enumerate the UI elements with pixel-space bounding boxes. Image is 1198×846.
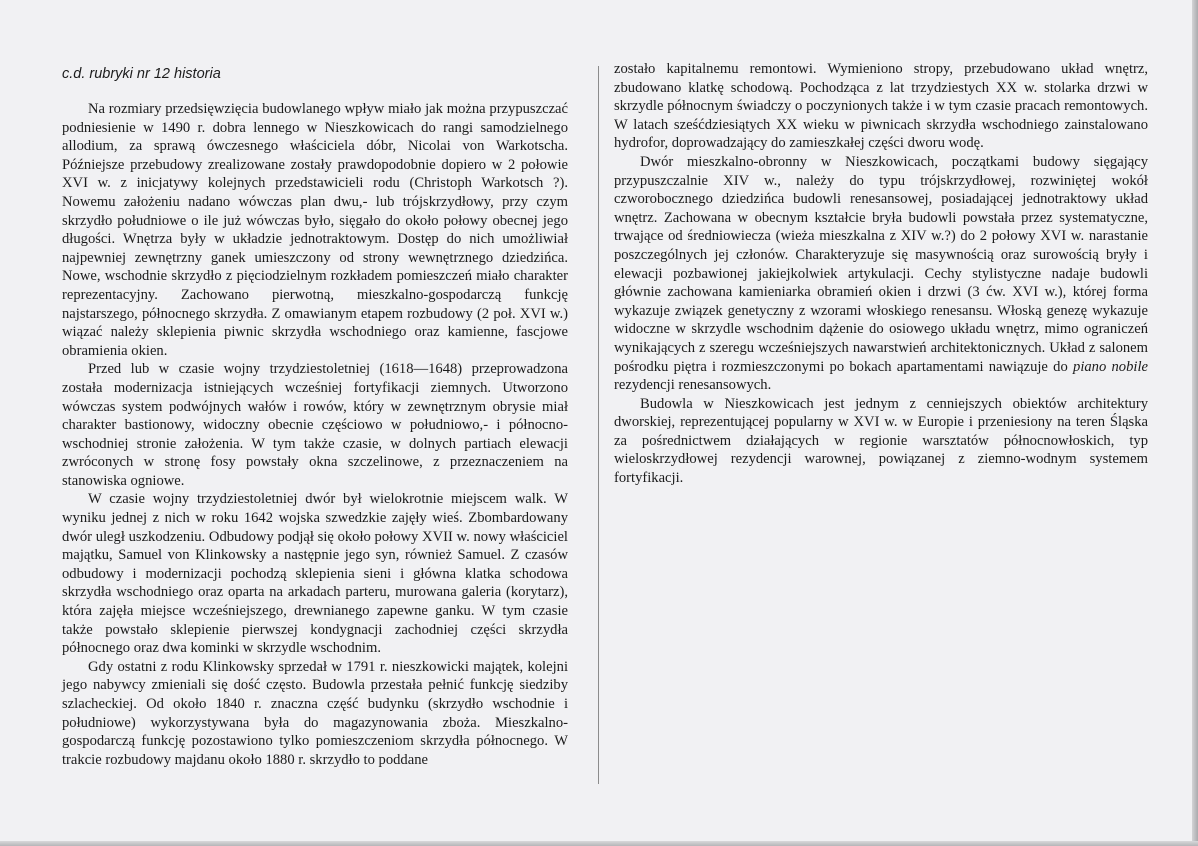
paragraph [614, 153, 1148, 395]
right-column [614, 60, 1148, 488]
page-edge-shadow [1192, 0, 1198, 846]
column-divider [598, 66, 599, 784]
paragraph: Gdy ostatni z rodu Klinkowsky sprzedał w 1791 r. nieszkowicki majątek, kolejni jego nabywcy zmieniali się dość często. Budowla przestała pełnić funkcję siedziby szlacheckiej. Od około 1840 r. znaczna część budynku (skrzydło wschodnie i południowe) wykorzystywana była do magazynowania zboża. Mieszkalno-gospodarczą funkcję pozostawiono tylko pomieszczeniom skrzydła północnego. W trakcie rozbudowy majdanu około 1880 r. skrzydło to poddane [62, 658, 568, 768]
page-bottom-edge [0, 841, 1198, 846]
italic-term: piano nobile [1073, 358, 1148, 375]
rubric-heading: c.d. rubryki nr 12 historia [62, 66, 221, 82]
left-column [62, 60, 568, 769]
paragraph-text: Dwór mieszkalno-obronny w Nieszkowicach, początkami budowy sięgający przypuszczalnie XIV w., należy do typu trójskrzydłowej, rozwiniętej wokół czworobocznego dziedzińca budowli renesansowej, posiadającej jednotraktowy układ wnętrz. Zachowana w obecnym kształcie bryła budowli powstała przez systematyczne, trwające od średniowiecza (wieża mieszkalna z XIV w.?) do 2 połowy XVI w. narastanie poszczególnych jej członów. Charakteryzuje się masywnością oraz surowością bryły i elewacji pozbawionej jakiejkolwiek artykulacji. Cechy stylistyczne nadaje budowli głównie zachowana kamieniarka obramień okien i drzwi (3 ćw. XVI w.), której forma wykazuje związek genetyczny z wzorami włoskiego renesansu. Włoską genezę wykazuje widoczne w skrzydle wschodnim dążenie do osiowego układu wnętrz, mimo ograniczeń wynikających z szeregu wcześniejszych nawarstwień architektonicznych. Układ z salonem pośrodku piętra i rozmieszczonymi po bokach apartamentami nawiązuje do [614, 153, 1148, 375]
paragraph: Przed lub w czasie wojny trzydziestoletniej (1618—1648) przeprowadzona została modernizacja istniejących wcześniej fortyfikacji ziemnych. Utworzono wówczas system podwójnych wałów i rowów, który w zewnętrznym obrysie miał charakter bastionowy, widoczny obecnie częściowo w południowo,- i północno-wschodniej stronie założenia. W tym także czasie, w dolnych partiach elewacji zwróconych w stronę fosy powstały okna szczelinowe, z przeznaczeniem na stanowiska ogniowe. [62, 361, 568, 489]
paragraph-tail: rezydencji renesansowych. [614, 377, 772, 394]
paragraph: Budowla w Nieszkowicach jest jednym z cenniejszych obiektów architektury dworskiej, reprezentującej popularny w XVI w. w Europie i przeniesiony na teren Śląska za pośrednictwem działających w regionie warsztatów północnowłoskich, typ wieloskrzydłowej rezydencji warownej, powiązanej z ziemno-wodnym systemem fortyfikacji. [614, 395, 1148, 487]
paragraph: W czasie wojny trzydziestoletniej dwór był wielokrotnie miejscem walk. W wyniku jednej z nich w roku 1642 wojska szwedzkie zajęły wieś. Zbombardowany dwór uległ uszkodzeniu. Odbudowy podjął się około połowy XVII w. nowy właściciel majątku, Samuel von Klinkowsky a następnie jego syn, również Samuel. Z czasów odbudowy i modernizacji pochodzą sklepienia sieni i główna klatka schodowa skrzydła wschodniego oraz oparta na arkadach parteru, murowana galeria (korytarz), która zajęła miejsce wcześniejszego, drewnianego zapewne ganku. W tym czasie także powstało sklepienie pierwszej kondygnacji zachodniej części skrzydła północnego oraz dwa kominki w skrzydle wschodnim. [62, 491, 568, 657]
paragraph: zostało kapitalnemu remontowi. Wymieniono stropy, przebudowano układ wnętrz, zbudowano klatkę schodową. Pochodząca z lat trzydziestych XX w. stolarka drzwi w skrzydle północnym świadczy o poczynionych także i w tym czasie pracach remontowych. W latach sześćdziesiątych XX wieku w piwnicach skrzydła wschodniego zainstalowano hydrofor, doprowadzający do zamieszkałej części dworu wodę. [614, 61, 1148, 152]
paragraph: Na rozmiary przedsięwzięcia budowlanego wpływ miało jak można przypuszczać podniesienie w 1490 r. dobra lennego w Nieszkowicach do rangi samodzielnego allodium, za sprawą ówczesnego właściciela dóbr, Nicolai von Warkotscha. Późniejsze przebudowy zrealizowane zostały prawdopodobnie dopiero w 2 połowie XVI w. z inicjatywy kolejnych przedstawicieli rodu (Christoph Warkotsch ?). Nowemu założeniu nadano wówczas plan dwu,- lub trójskrzydłowy, przy czym skrzydło południowe o ile już wówczas było, sięgało do około połowy obecnej jego długości. Wnętrza były w układzie jednotraktowym. Dostęp do nich umożliwiał najpewniej zewnętrzny ganek umieszczony od strony wewnętrznego dziedzińca. Nowe, wschodnie skrzydło z pięciodzielnym rozkładem pomieszczeń miało charakter reprezentacyjny. Zachowano pierwotną, mieszkalno-gospodarczą funkcję najstarszego, północnego skrzydła. Z omawianym etapem rozbudowy (2 poł. XVI w.) wiązać należy sklepienia piwnic skrzydła wschodniego oraz kamienne, fascjowe obramienia okien. [62, 101, 568, 359]
